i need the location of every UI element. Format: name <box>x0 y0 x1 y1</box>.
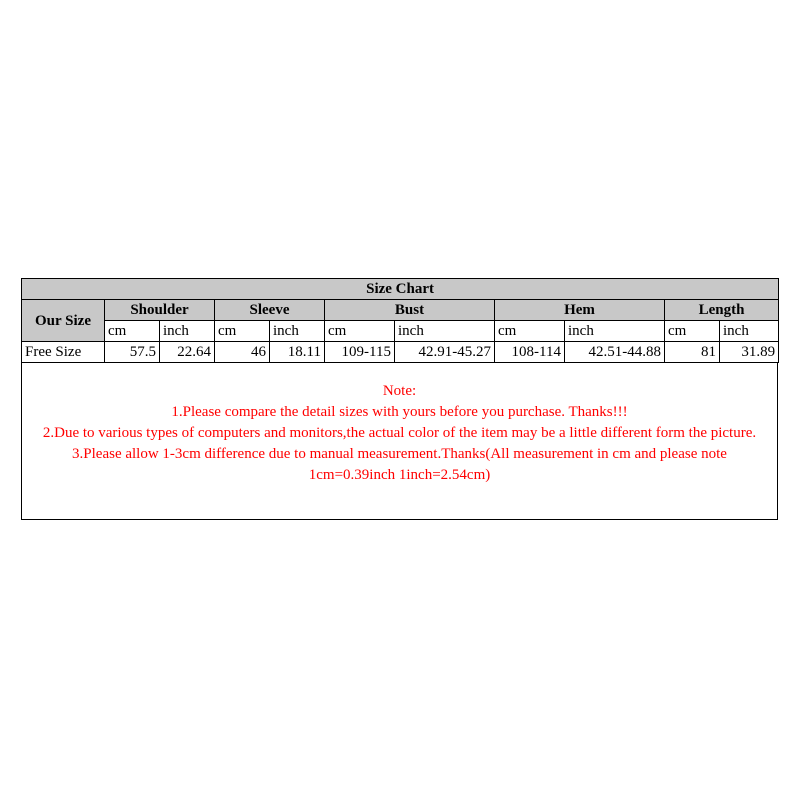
bust-cm: 109-115 <box>325 342 395 363</box>
hem-cm: 108-114 <box>495 342 565 363</box>
unit-cm: cm <box>495 321 565 342</box>
group-header-bust: Bust <box>325 300 495 321</box>
our-size-header: Our Size <box>22 300 105 342</box>
note-heading: Note: <box>382 383 417 399</box>
unit-inch: inch <box>160 321 215 342</box>
shoulder-cm: 57.5 <box>105 342 160 363</box>
sleeve-cm: 46 <box>215 342 270 363</box>
unit-cm: cm <box>215 321 270 342</box>
group-header-sleeve: Sleeve <box>215 300 325 321</box>
unit-inch: inch <box>270 321 325 342</box>
shoulder-inch: 22.64 <box>160 342 215 363</box>
table-row <box>22 342 779 363</box>
unit-cm: cm <box>105 321 160 342</box>
unit-cm: cm <box>665 321 720 342</box>
group-header-length: Length <box>665 300 779 321</box>
notes-box <box>21 363 778 520</box>
unit-inch: inch <box>720 321 779 342</box>
sleeve-inch: 18.11 <box>270 342 325 363</box>
size-name: Free Size <box>22 342 105 363</box>
note-line-1: 1.Please compare the detail sizes with yours before you purchase. Thanks!!! <box>171 404 628 420</box>
group-header-shoulder: Shoulder <box>105 300 215 321</box>
note-line-3: 3.Please allow 1-3cm difference due to manual measurement.Thanks(All measurement in cm and please note 1cm=0.39inch 1inch=2.54cm) <box>72 446 727 483</box>
table-title: Size Chart <box>22 279 779 300</box>
bust-inch: 42.91-45.27 <box>395 342 495 363</box>
unit-inch: inch <box>565 321 665 342</box>
unit-inch: inch <box>395 321 495 342</box>
hem-inch: 42.51-44.88 <box>565 342 665 363</box>
size-table <box>21 278 779 363</box>
length-inch: 31.89 <box>720 342 779 363</box>
size-chart <box>21 278 778 520</box>
unit-cm: cm <box>325 321 395 342</box>
group-header-hem: Hem <box>495 300 665 321</box>
note-line-2: 2.Due to various types of computers and monitors,the actual color of the item may be a little different form the picture. <box>42 425 757 441</box>
length-cm: 81 <box>665 342 720 363</box>
